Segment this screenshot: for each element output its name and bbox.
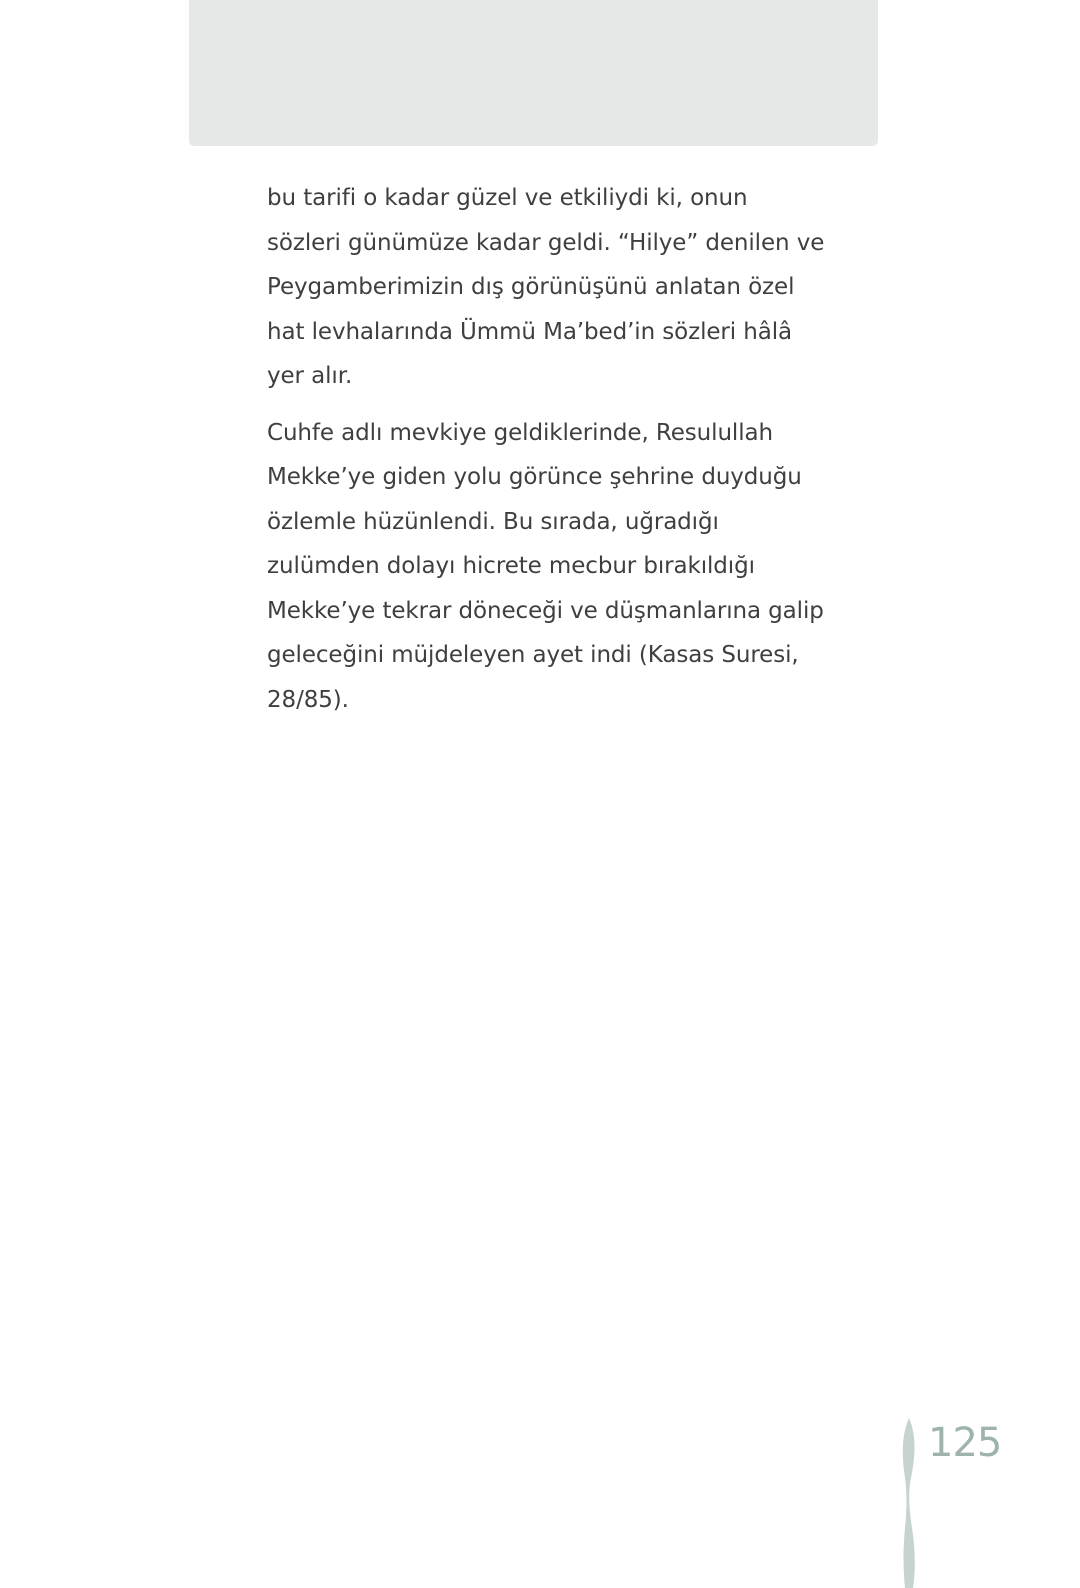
- text-line: Mekke’ye tekrar döneceği ve düşmanlarına galip: [267, 597, 824, 624]
- text-line: sözleri günümüze kadar geldi. “Hilye” denilen ve: [267, 229, 825, 256]
- paragraph-1: [267, 176, 827, 399]
- page-number: 125: [928, 1420, 1002, 1466]
- text-line: Mekke’ye giden yolu görünce şehrine duyduğu: [267, 464, 802, 490]
- text-line: bu tarifi o kadar güzel ve etkiliydi ki, onun: [267, 185, 748, 211]
- text-line: zulümden dolayı hicrete mecbur bırakıldığı: [267, 553, 755, 579]
- text-line: yer alır.: [267, 363, 353, 389]
- paragraph-2: [267, 411, 827, 723]
- page-marker-icon: [898, 1418, 920, 1588]
- header-band: [189, 0, 878, 146]
- text-line: 28/85).: [267, 686, 349, 713]
- text-line: özlemle hüzünlendi. Bu sırada, uğradığı: [267, 508, 719, 535]
- text-line: hat levhalarında Ümmü Ma’bed’in sözleri hâlâ: [267, 318, 793, 345]
- text-line: geleceğini müjdeleyen ayet indi (Kasas Suresi,: [267, 642, 799, 668]
- text-line: Peygamberimizin dış görünüşünü anlatan özel: [267, 274, 795, 300]
- page-body: [267, 176, 827, 734]
- text-line: Cuhfe adlı mevkiye geldiklerinde, Resulullah: [267, 419, 773, 446]
